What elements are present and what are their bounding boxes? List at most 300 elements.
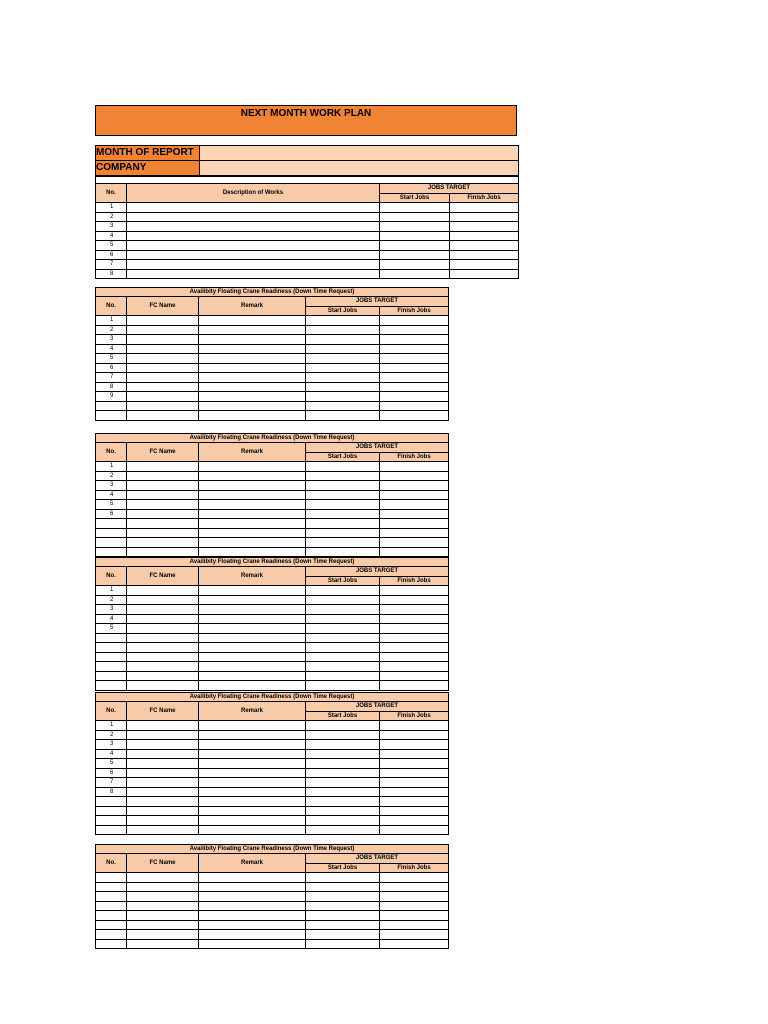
remark-cell[interactable] xyxy=(199,671,306,681)
start-jobs-cell[interactable] xyxy=(306,920,380,930)
fc-name-cell[interactable] xyxy=(127,873,199,883)
remark-cell[interactable] xyxy=(199,882,306,892)
finish-jobs-cell[interactable] xyxy=(380,401,449,411)
table-row xyxy=(96,911,449,921)
remark-cell[interactable] xyxy=(199,316,306,326)
fc-name-cell[interactable] xyxy=(127,586,199,596)
finish-jobs-cell[interactable] xyxy=(380,759,449,769)
finish-jobs-header: Finish Jobs xyxy=(380,863,449,873)
start-jobs-cell[interactable] xyxy=(306,538,380,548)
remark-cell[interactable] xyxy=(199,605,306,615)
remark-cell[interactable] xyxy=(199,652,306,662)
finish-jobs-cell[interactable] xyxy=(380,768,449,778)
start-jobs-cell[interactable] xyxy=(306,797,380,807)
table-row xyxy=(96,671,449,681)
remark-cell[interactable] xyxy=(199,797,306,807)
fc-name-cell[interactable] xyxy=(127,490,199,500)
start-jobs-cell[interactable] xyxy=(306,325,380,335)
remark-cell[interactable] xyxy=(199,411,306,421)
finish-jobs-cell[interactable] xyxy=(380,939,449,949)
fc-name-cell[interactable] xyxy=(127,633,199,643)
start-jobs-cell[interactable] xyxy=(306,721,380,731)
fc-name-cell[interactable] xyxy=(127,901,199,911)
remark-cell[interactable] xyxy=(199,547,306,557)
start-jobs-cell[interactable] xyxy=(306,614,380,624)
finish-jobs-cell[interactable] xyxy=(380,624,449,634)
finish-jobs-cell[interactable] xyxy=(450,212,519,222)
finish-jobs-cell[interactable] xyxy=(380,920,449,930)
finish-jobs-cell[interactable] xyxy=(380,873,449,883)
start-jobs-cell[interactable] xyxy=(306,490,380,500)
fc-name-cell[interactable] xyxy=(127,816,199,826)
finish-jobs-cell[interactable] xyxy=(380,471,449,481)
remark-cell[interactable] xyxy=(199,624,306,634)
crane-table-title: Availibity Floating Crane Readiness (Down Time Request) xyxy=(96,288,449,297)
table-row xyxy=(96,930,449,940)
start-jobs-cell[interactable] xyxy=(306,787,380,797)
fc-name-cell[interactable] xyxy=(127,730,199,740)
finish-jobs-cell[interactable] xyxy=(380,614,449,624)
remark-cell[interactable] xyxy=(199,681,306,691)
fc-name-cell[interactable] xyxy=(127,662,199,672)
finish-jobs-cell[interactable] xyxy=(380,633,449,643)
remark-cell[interactable] xyxy=(199,363,306,373)
no-header: No. xyxy=(96,854,127,873)
start-jobs-cell[interactable] xyxy=(306,643,380,653)
finish-jobs-cell[interactable] xyxy=(450,231,519,241)
finish-jobs-cell[interactable] xyxy=(380,538,449,548)
fc-name-cell[interactable] xyxy=(127,797,199,807)
remark-cell[interactable] xyxy=(199,911,306,921)
start-jobs-header: Start Jobs xyxy=(306,711,380,721)
fc-name-cell[interactable] xyxy=(127,652,199,662)
remark-cell[interactable] xyxy=(199,721,306,731)
table-row xyxy=(96,797,449,807)
table-row xyxy=(96,624,449,634)
fc-name-cell[interactable] xyxy=(127,920,199,930)
remark-cell[interactable] xyxy=(199,481,306,491)
table-row xyxy=(96,740,449,750)
fc-name-cell[interactable] xyxy=(127,509,199,519)
row-number xyxy=(96,643,127,653)
table-row xyxy=(96,806,449,816)
fc-name-cell[interactable] xyxy=(127,363,199,373)
finish-jobs-cell[interactable] xyxy=(380,749,449,759)
fc-name-header: FC Name xyxy=(127,702,199,721)
description-header: Description of Works xyxy=(127,184,380,203)
finish-jobs-cell[interactable] xyxy=(380,547,449,557)
remark-cell[interactable] xyxy=(199,538,306,548)
table-row xyxy=(96,382,449,392)
remark-cell[interactable] xyxy=(199,509,306,519)
row-number: 6 xyxy=(96,250,127,260)
fc-name-cell[interactable] xyxy=(127,939,199,949)
row-number xyxy=(96,528,127,538)
finish-jobs-cell[interactable] xyxy=(450,241,519,251)
remark-cell[interactable] xyxy=(199,633,306,643)
finish-jobs-cell[interactable] xyxy=(380,740,449,750)
start-jobs-cell[interactable] xyxy=(306,401,380,411)
start-jobs-cell[interactable] xyxy=(306,335,380,345)
fc-name-cell[interactable] xyxy=(127,481,199,491)
fc-name-cell[interactable] xyxy=(127,392,199,402)
remark-cell[interactable] xyxy=(199,462,306,472)
table-row xyxy=(96,759,449,769)
remark-cell[interactable] xyxy=(199,806,306,816)
finish-jobs-cell[interactable] xyxy=(380,721,449,731)
start-jobs-cell[interactable] xyxy=(306,892,380,902)
finish-jobs-cell[interactable] xyxy=(380,411,449,421)
start-jobs-cell[interactable] xyxy=(380,203,450,213)
remark-cell[interactable] xyxy=(199,930,306,940)
table-row xyxy=(96,354,449,364)
start-jobs-cell[interactable] xyxy=(306,500,380,510)
fc-name-cell[interactable] xyxy=(127,643,199,653)
table-row xyxy=(96,203,519,213)
finish-jobs-cell[interactable] xyxy=(380,797,449,807)
fc-name-cell[interactable] xyxy=(127,528,199,538)
start-jobs-cell[interactable] xyxy=(306,633,380,643)
fc-name-cell[interactable] xyxy=(127,401,199,411)
finish-jobs-cell[interactable] xyxy=(380,335,449,345)
no-header: No. xyxy=(96,297,127,316)
start-jobs-cell[interactable] xyxy=(306,825,380,835)
start-jobs-cell[interactable] xyxy=(306,605,380,615)
table-row xyxy=(96,892,449,902)
finish-jobs-cell[interactable] xyxy=(380,490,449,500)
start-jobs-cell[interactable] xyxy=(380,212,450,222)
row-number xyxy=(96,401,127,411)
fc-name-cell[interactable] xyxy=(127,538,199,548)
fc-name-cell[interactable] xyxy=(127,721,199,731)
table-row xyxy=(96,500,449,510)
finish-jobs-cell[interactable] xyxy=(380,500,449,510)
fc-name-cell[interactable] xyxy=(127,759,199,769)
finish-jobs-cell[interactable] xyxy=(380,911,449,921)
fc-name-cell[interactable] xyxy=(127,806,199,816)
finish-jobs-cell[interactable] xyxy=(380,787,449,797)
fc-name-cell[interactable] xyxy=(127,462,199,472)
fc-name-cell[interactable] xyxy=(127,911,199,921)
remark-cell[interactable] xyxy=(199,392,306,402)
start-jobs-cell[interactable] xyxy=(306,519,380,529)
start-jobs-cell[interactable] xyxy=(306,624,380,634)
crane-readiness-table xyxy=(95,844,449,949)
table-row xyxy=(96,316,449,326)
remark-cell[interactable] xyxy=(199,614,306,624)
table-row xyxy=(96,490,449,500)
fc-name-cell[interactable] xyxy=(127,344,199,354)
start-jobs-cell[interactable] xyxy=(306,806,380,816)
remark-cell[interactable] xyxy=(199,873,306,883)
start-jobs-cell[interactable] xyxy=(306,740,380,750)
description-cell[interactable] xyxy=(127,212,380,222)
table-row xyxy=(96,730,449,740)
fc-name-cell[interactable] xyxy=(127,547,199,557)
fc-name-cell[interactable] xyxy=(127,614,199,624)
finish-jobs-cell[interactable] xyxy=(380,325,449,335)
remark-cell[interactable] xyxy=(199,901,306,911)
remark-cell[interactable] xyxy=(199,787,306,797)
remark-cell[interactable] xyxy=(199,382,306,392)
start-jobs-cell[interactable] xyxy=(306,411,380,421)
row-number: 5 xyxy=(96,241,127,251)
finish-jobs-cell[interactable] xyxy=(380,825,449,835)
table-row xyxy=(96,681,449,691)
finish-jobs-cell[interactable] xyxy=(380,730,449,740)
finish-jobs-cell[interactable] xyxy=(450,222,519,232)
remark-cell[interactable] xyxy=(199,471,306,481)
finish-jobs-header: Finish Jobs xyxy=(380,306,449,316)
finish-jobs-cell[interactable] xyxy=(450,260,519,270)
finish-jobs-cell[interactable] xyxy=(380,806,449,816)
start-jobs-cell[interactable] xyxy=(306,730,380,740)
row-number: 8 xyxy=(96,269,127,279)
remark-cell[interactable] xyxy=(199,730,306,740)
row-number: 5 xyxy=(96,500,127,510)
start-jobs-cell[interactable] xyxy=(306,749,380,759)
jobs-target-header: JOBS TARGET xyxy=(380,184,519,194)
remark-cell[interactable] xyxy=(199,920,306,930)
remark-cell[interactable] xyxy=(199,490,306,500)
start-jobs-cell[interactable] xyxy=(306,595,380,605)
remark-cell[interactable] xyxy=(199,595,306,605)
remark-cell[interactable] xyxy=(199,768,306,778)
fc-name-cell[interactable] xyxy=(127,825,199,835)
row-number: 6 xyxy=(96,768,127,778)
remark-cell[interactable] xyxy=(199,500,306,510)
fc-name-cell[interactable] xyxy=(127,778,199,788)
remark-cell[interactable] xyxy=(199,939,306,949)
finish-jobs-cell[interactable] xyxy=(380,662,449,672)
fc-name-cell[interactable] xyxy=(127,892,199,902)
month-of-report-value[interactable] xyxy=(200,146,519,161)
row-number: 8 xyxy=(96,382,127,392)
fc-name-cell[interactable] xyxy=(127,411,199,421)
fc-name-cell[interactable] xyxy=(127,316,199,326)
finish-jobs-cell[interactable] xyxy=(450,269,519,279)
remark-cell[interactable] xyxy=(199,373,306,383)
remark-cell[interactable] xyxy=(199,325,306,335)
fc-name-cell[interactable] xyxy=(127,500,199,510)
finish-jobs-cell[interactable] xyxy=(380,643,449,653)
start-jobs-cell[interactable] xyxy=(306,462,380,472)
start-jobs-cell[interactable] xyxy=(306,652,380,662)
remark-cell[interactable] xyxy=(199,740,306,750)
fc-name-cell[interactable] xyxy=(127,681,199,691)
finish-jobs-cell[interactable] xyxy=(380,382,449,392)
description-cell[interactable] xyxy=(127,222,380,232)
start-jobs-cell[interactable] xyxy=(306,481,380,491)
finish-jobs-cell[interactable] xyxy=(380,605,449,615)
fc-name-cell[interactable] xyxy=(127,335,199,345)
start-jobs-cell[interactable] xyxy=(306,778,380,788)
remark-cell[interactable] xyxy=(199,528,306,538)
description-cell[interactable] xyxy=(127,269,380,279)
finish-jobs-cell[interactable] xyxy=(380,509,449,519)
start-jobs-cell[interactable] xyxy=(306,873,380,883)
table-row xyxy=(96,481,449,491)
start-jobs-cell[interactable] xyxy=(306,681,380,691)
description-cell[interactable] xyxy=(127,260,380,270)
table-row xyxy=(96,335,449,345)
remark-cell[interactable] xyxy=(199,401,306,411)
finish-jobs-cell[interactable] xyxy=(380,363,449,373)
fc-name-cell[interactable] xyxy=(127,595,199,605)
row-number xyxy=(96,671,127,681)
start-jobs-cell[interactable] xyxy=(306,662,380,672)
start-jobs-cell[interactable] xyxy=(306,939,380,949)
fc-name-cell[interactable] xyxy=(127,382,199,392)
start-jobs-cell[interactable] xyxy=(306,382,380,392)
finish-jobs-cell[interactable] xyxy=(380,344,449,354)
finish-jobs-cell[interactable] xyxy=(380,892,449,902)
table-row xyxy=(96,873,449,883)
start-jobs-cell[interactable] xyxy=(380,250,450,260)
description-cell[interactable] xyxy=(127,203,380,213)
crane-table-title: Availibity Floating Crane Readiness (Down Time Request) xyxy=(96,845,449,854)
start-jobs-cell[interactable] xyxy=(306,547,380,557)
table-row xyxy=(96,325,449,335)
table-row xyxy=(96,595,449,605)
start-jobs-cell[interactable] xyxy=(306,816,380,826)
finish-jobs-header: Finish Jobs xyxy=(380,576,449,586)
fc-name-cell[interactable] xyxy=(127,740,199,750)
remark-cell[interactable] xyxy=(199,643,306,653)
fc-name-cell[interactable] xyxy=(127,471,199,481)
start-jobs-cell[interactable] xyxy=(306,911,380,921)
start-jobs-cell[interactable] xyxy=(306,901,380,911)
fc-name-cell[interactable] xyxy=(127,519,199,529)
finish-jobs-cell[interactable] xyxy=(380,354,449,364)
start-jobs-cell[interactable] xyxy=(306,316,380,326)
table-row xyxy=(96,344,449,354)
row-number: 4 xyxy=(96,231,127,241)
fc-name-cell[interactable] xyxy=(127,671,199,681)
finish-jobs-header: Finish Jobs xyxy=(380,452,449,462)
remark-cell[interactable] xyxy=(199,519,306,529)
table-row xyxy=(96,471,449,481)
crane-readiness-table xyxy=(95,287,449,421)
start-jobs-cell[interactable] xyxy=(306,344,380,354)
start-jobs-cell[interactable] xyxy=(306,528,380,538)
finish-jobs-cell[interactable] xyxy=(380,392,449,402)
table-row xyxy=(96,401,449,411)
finish-jobs-cell[interactable] xyxy=(380,481,449,491)
finish-jobs-cell[interactable] xyxy=(380,373,449,383)
remark-cell[interactable] xyxy=(199,344,306,354)
table-row xyxy=(96,392,449,402)
finish-jobs-cell[interactable] xyxy=(380,586,449,596)
start-jobs-cell[interactable] xyxy=(306,759,380,769)
start-jobs-cell[interactable] xyxy=(306,363,380,373)
finish-jobs-header: Finish Jobs xyxy=(380,711,449,721)
row-number: 3 xyxy=(96,740,127,750)
start-jobs-cell[interactable] xyxy=(380,222,450,232)
remark-cell[interactable] xyxy=(199,586,306,596)
remark-cell[interactable] xyxy=(199,662,306,672)
finish-jobs-cell[interactable] xyxy=(380,519,449,529)
description-cell[interactable] xyxy=(127,241,380,251)
fc-name-cell[interactable] xyxy=(127,373,199,383)
table-row xyxy=(96,721,449,731)
remark-cell[interactable] xyxy=(199,749,306,759)
fc-name-cell[interactable] xyxy=(127,624,199,634)
title-block xyxy=(95,105,517,136)
finish-jobs-cell[interactable] xyxy=(380,901,449,911)
table-row xyxy=(96,920,449,930)
finish-jobs-cell[interactable] xyxy=(450,203,519,213)
start-jobs-cell[interactable] xyxy=(380,231,450,241)
jobs-target-header: JOBS TARGET xyxy=(306,297,449,307)
remark-cell[interactable] xyxy=(199,892,306,902)
jobs-target-header: JOBS TARGET xyxy=(306,443,449,453)
start-jobs-cell[interactable] xyxy=(306,392,380,402)
fc-name-cell[interactable] xyxy=(127,325,199,335)
row-number: 5 xyxy=(96,354,127,364)
remark-cell[interactable] xyxy=(199,354,306,364)
start-jobs-cell[interactable] xyxy=(306,930,380,940)
row-number: 3 xyxy=(96,335,127,345)
finish-jobs-cell[interactable] xyxy=(380,462,449,472)
start-jobs-cell[interactable] xyxy=(380,260,450,270)
fc-name-cell[interactable] xyxy=(127,768,199,778)
remark-cell[interactable] xyxy=(199,778,306,788)
start-jobs-cell[interactable] xyxy=(306,768,380,778)
start-jobs-cell[interactable] xyxy=(306,586,380,596)
remark-cell[interactable] xyxy=(199,825,306,835)
description-cell[interactable] xyxy=(127,250,380,260)
row-number xyxy=(96,662,127,672)
fc-name-cell[interactable] xyxy=(127,749,199,759)
start-jobs-cell[interactable] xyxy=(306,882,380,892)
finish-jobs-cell[interactable] xyxy=(380,882,449,892)
start-jobs-cell[interactable] xyxy=(306,373,380,383)
finish-jobs-cell[interactable] xyxy=(380,816,449,826)
start-jobs-cell[interactable] xyxy=(306,471,380,481)
finish-jobs-cell[interactable] xyxy=(380,595,449,605)
fc-name-cell[interactable] xyxy=(127,787,199,797)
finish-jobs-cell[interactable] xyxy=(380,671,449,681)
finish-jobs-cell[interactable] xyxy=(380,316,449,326)
fc-name-cell[interactable] xyxy=(127,930,199,940)
start-jobs-cell[interactable] xyxy=(306,509,380,519)
remark-cell[interactable] xyxy=(199,816,306,826)
finish-jobs-cell[interactable] xyxy=(380,528,449,538)
remark-cell[interactable] xyxy=(199,335,306,345)
finish-jobs-cell[interactable] xyxy=(450,250,519,260)
fc-name-cell[interactable] xyxy=(127,882,199,892)
finish-jobs-cell[interactable] xyxy=(380,681,449,691)
fc-name-cell[interactable] xyxy=(127,354,199,364)
start-jobs-cell[interactable] xyxy=(380,241,450,251)
row-number: 3 xyxy=(96,222,127,232)
start-jobs-cell[interactable] xyxy=(380,269,450,279)
finish-jobs-cell[interactable] xyxy=(380,778,449,788)
start-jobs-cell[interactable] xyxy=(306,671,380,681)
remark-cell[interactable] xyxy=(199,759,306,769)
start-jobs-cell[interactable] xyxy=(306,354,380,364)
finish-jobs-cell[interactable] xyxy=(380,652,449,662)
row-number xyxy=(96,911,127,921)
table-row xyxy=(96,547,449,557)
finish-jobs-cell[interactable] xyxy=(380,930,449,940)
company-value[interactable] xyxy=(200,161,519,176)
fc-name-cell[interactable] xyxy=(127,605,199,615)
description-cell[interactable] xyxy=(127,231,380,241)
report-meta-table xyxy=(95,145,519,176)
table-row xyxy=(96,787,449,797)
